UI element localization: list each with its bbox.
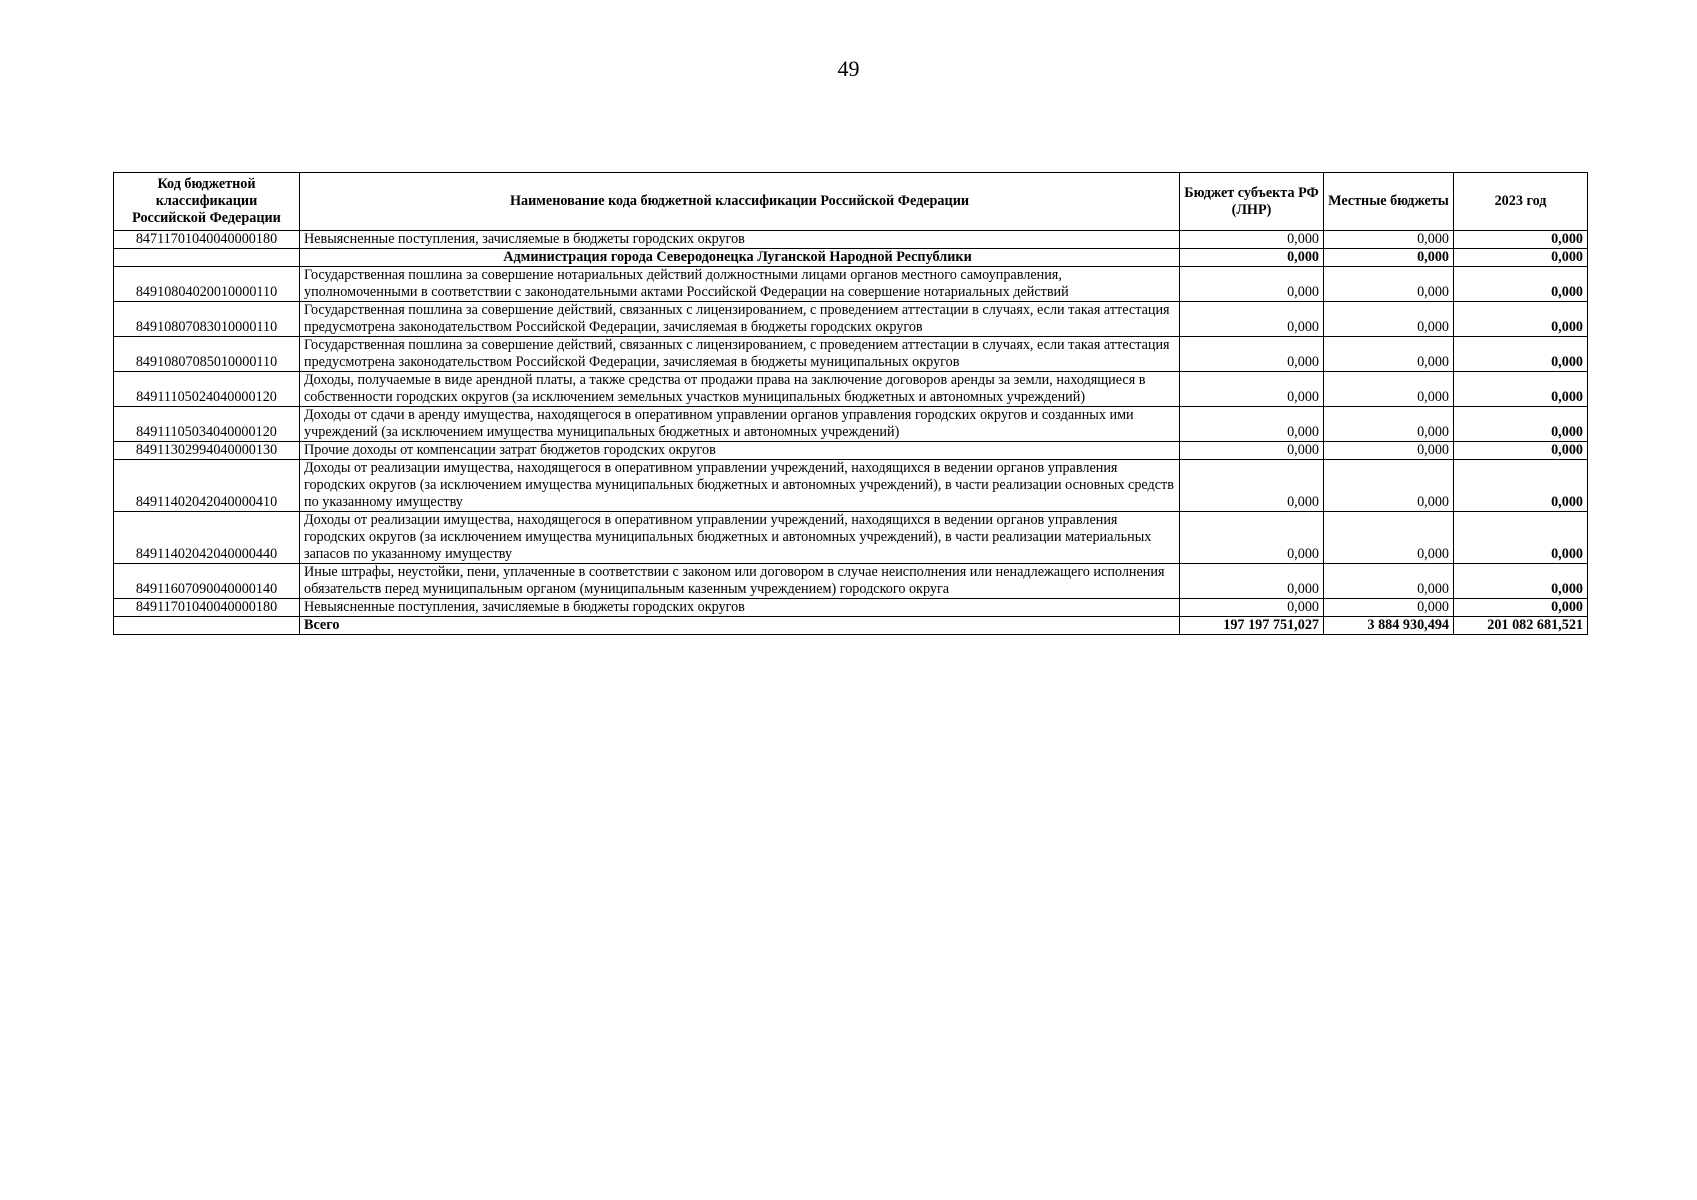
section-row <box>114 249 1588 267</box>
row-code: 84911105024040000120 <box>114 372 300 407</box>
row-year-value: 0,000 <box>1454 249 1588 267</box>
total-local-value: 3 884 930,494 <box>1324 617 1454 635</box>
row-code: 84911402042040000440 <box>114 512 300 564</box>
row-year-value: 0,000 <box>1454 564 1588 599</box>
row-code: 84910804020010000110 <box>114 267 300 302</box>
row-subject-value: 0,000 <box>1180 512 1324 564</box>
row-name: Доходы от реализации имущества, находящегося в оперативном управлении учреждений, находящихся в ведении органов управления городских округов (за исключением имущества муниципальных бюджетных и автономных учреждений), в части реализации материальных запасов по указанному имуществу <box>300 512 1180 564</box>
row-local-value: 0,000 <box>1324 337 1454 372</box>
table-row <box>114 302 1588 337</box>
row-year-value: 0,000 <box>1454 302 1588 337</box>
row-name: Доходы от реализации имущества, находящегося в оперативном управлении учреждений, находящихся в ведении органов управления городских округов (за исключением имущества муниципальных бюджетных и автономных учреждений), в части реализации основных средств по указанному имуществу <box>300 460 1180 512</box>
row-local-value: 0,000 <box>1324 267 1454 302</box>
row-name: Доходы, получаемые в виде арендной платы, а также средства от продажи права на заключение договоров аренды за земли, находящиеся в собственности городских округов (за исключением земельных участков муниципальных бюджетных и автономных учреждений) <box>300 372 1180 407</box>
row-name: Государственная пошлина за совершение действий, связанных с лицензированием, с проведением аттестации в случаях, если такая аттестация предусмотрена законодательством Российской Федерации, зачисляемая в бюджеты муниципальных округов <box>300 337 1180 372</box>
row-local-value: 0,000 <box>1324 249 1454 267</box>
total-subject-value: 197 197 751,027 <box>1180 617 1324 635</box>
row-year-value: 0,000 <box>1454 267 1588 302</box>
row-subject-value: 0,000 <box>1180 302 1324 337</box>
row-local-value: 0,000 <box>1324 442 1454 460</box>
row-subject-value: 0,000 <box>1180 442 1324 460</box>
row-subject-value: 0,000 <box>1180 267 1324 302</box>
table-row <box>114 442 1588 460</box>
row-name: Государственная пошлина за совершение нотариальных действий должностными лицами органов местного самоуправления, уполномоченными в соответствии с законодательными актами Российской Федерации на совершение нотариальных действий <box>300 267 1180 302</box>
row-year-value: 0,000 <box>1454 442 1588 460</box>
row-local-value: 0,000 <box>1324 407 1454 442</box>
budget-classification-table <box>113 172 1588 635</box>
row-subject-value: 0,000 <box>1180 231 1324 249</box>
row-name: Доходы от сдачи в аренду имущества, находящегося в оперативном управлении органов управления городских округов и созданных ими учреждений (за исключением имущества муниципальных бюджетных и автономных учреждений) <box>300 407 1180 442</box>
page-number: 49 <box>837 56 860 81</box>
table-row <box>114 564 1588 599</box>
row-year-value: 0,000 <box>1454 512 1588 564</box>
row-subject-value: 0,000 <box>1180 249 1324 267</box>
row-year-value: 0,000 <box>1454 407 1588 442</box>
header-subject-budget: Бюджет субъекта РФ (ЛНР) <box>1180 173 1324 231</box>
row-local-value: 0,000 <box>1324 231 1454 249</box>
header-local-budgets: Местные бюджеты <box>1324 173 1454 231</box>
row-name: Прочие доходы от компенсации затрат бюджетов городских округов <box>300 442 1180 460</box>
row-year-value: 0,000 <box>1454 599 1588 617</box>
row-code: 84910807085010000110 <box>114 337 300 372</box>
row-year-value: 0,000 <box>1454 231 1588 249</box>
table-row <box>114 407 1588 442</box>
table-row <box>114 231 1588 249</box>
row-subject-value: 0,000 <box>1180 599 1324 617</box>
row-local-value: 0,000 <box>1324 460 1454 512</box>
row-subject-value: 0,000 <box>1180 337 1324 372</box>
row-code: 84711701040040000180 <box>114 231 300 249</box>
row-code: 84911402042040000410 <box>114 460 300 512</box>
row-code: 84910807083010000110 <box>114 302 300 337</box>
total-row <box>114 617 1588 635</box>
row-subject-value: 0,000 <box>1180 372 1324 407</box>
row-year-value: 0,000 <box>1454 460 1588 512</box>
row-code: 84911607090040000140 <box>114 564 300 599</box>
total-year-value: 201 082 681,521 <box>1454 617 1588 635</box>
row-code: 84911701040040000180 <box>114 599 300 617</box>
table-row <box>114 512 1588 564</box>
row-local-value: 0,000 <box>1324 302 1454 337</box>
table-header-row <box>114 173 1588 231</box>
row-year-value: 0,000 <box>1454 372 1588 407</box>
row-local-value: 0,000 <box>1324 599 1454 617</box>
table-row <box>114 372 1588 407</box>
row-name: Невыясненные поступления, зачисляемые в бюджеты городских округов <box>300 599 1180 617</box>
row-name: Невыясненные поступления, зачисляемые в бюджеты городских округов <box>300 231 1180 249</box>
header-code: Код бюджетной классификации Российской Федерации <box>114 173 300 231</box>
row-local-value: 0,000 <box>1324 512 1454 564</box>
row-subject-value: 0,000 <box>1180 460 1324 512</box>
table-row <box>114 267 1588 302</box>
total-label: Всего <box>300 617 1180 635</box>
row-subject-value: 0,000 <box>1180 564 1324 599</box>
row-local-value: 0,000 <box>1324 372 1454 407</box>
table-row <box>114 460 1588 512</box>
row-code <box>114 249 300 267</box>
row-name: Государственная пошлина за совершение действий, связанных с лицензированием, с проведением аттестации в случаях, если такая аттестация предусмотрена законодательством Российской Федерации, зачисляемая в бюджеты городских округов <box>300 302 1180 337</box>
table-row <box>114 337 1588 372</box>
row-local-value: 0,000 <box>1324 564 1454 599</box>
row-code: 84911105034040000120 <box>114 407 300 442</box>
row-name: Иные штрафы, неустойки, пени, уплаченные в соответствии с законом или договором в случае неисполнения или ненадлежащего исполнения обязательств перед муниципальным органом (муниципальным казенным учреждением) городского округа <box>300 564 1180 599</box>
row-subject-value: 0,000 <box>1180 407 1324 442</box>
row-code: 84911302994040000130 <box>114 442 300 460</box>
row-code <box>114 617 300 635</box>
header-year: 2023 год <box>1454 173 1588 231</box>
section-title: Администрация города Северодонецка Луганской Народной Республики <box>300 249 1180 267</box>
header-name: Наименование кода бюджетной классификации Российской Федерации <box>300 173 1180 231</box>
table-row <box>114 599 1588 617</box>
row-year-value: 0,000 <box>1454 337 1588 372</box>
